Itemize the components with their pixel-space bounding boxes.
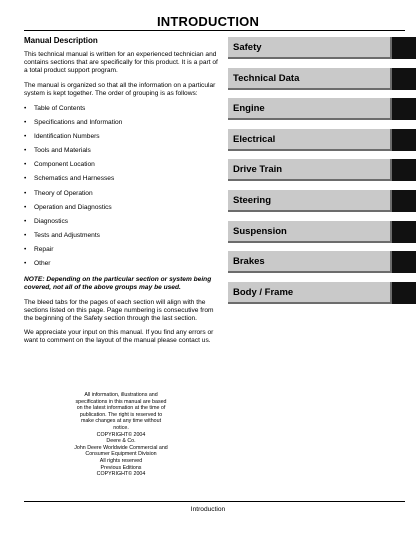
section-tab-engine[interactable] xyxy=(228,98,416,120)
section-tab-label: Electrical xyxy=(228,129,392,151)
bleed-tab-marker xyxy=(392,159,416,181)
copyright-line: All information, illustrations and xyxy=(84,392,158,398)
footer-label: Introduction xyxy=(190,506,226,513)
list-item: • Repair xyxy=(24,245,220,259)
bleed-tab-marker xyxy=(392,98,416,120)
bleed-tab-marker xyxy=(392,68,416,90)
section-tab-label: Technical Data xyxy=(228,68,392,90)
copyright-line: COPYRIGHT© 2004 xyxy=(96,471,146,478)
feedback-paragraph: We appreciate your input on this manual. If you find any errors or want to comment on the layout of the manual please contact us. xyxy=(24,329,214,345)
organization-paragraph: The manual is organized so that all the information on a particular system is kept together. The order of grouping is as follows: xyxy=(24,81,216,97)
bleed-tab-marker xyxy=(392,282,416,304)
section-tab-technical-data[interactable] xyxy=(228,68,416,90)
section-tab-steering[interactable] xyxy=(228,190,416,212)
list-item: • Theory of Operation xyxy=(24,189,220,203)
section-tab-label: Safety xyxy=(228,37,392,59)
footer-divider xyxy=(24,501,405,502)
copyright-line: notice. xyxy=(113,424,129,431)
list-item: • Diagnostics xyxy=(24,217,220,231)
section-tab-safety[interactable] xyxy=(228,37,416,59)
copyright-line: publication. The right is reserved to xyxy=(79,411,163,418)
section-tab-body-frame[interactable] xyxy=(228,282,416,304)
list-item: • Tests and Adjustments xyxy=(24,231,220,245)
section-tab-label: Brakes xyxy=(228,251,392,273)
bleed-tab-marker xyxy=(392,129,416,151)
list-item: • Component Location xyxy=(24,160,220,174)
list-item: • Tools and Materials xyxy=(24,146,220,160)
note-paragraph: NOTE: Depending on the particular section or system being covered, not all of the above groups may be used. xyxy=(24,276,212,292)
section-tab-label: Steering xyxy=(228,190,392,212)
copyright-line: John Deere Worldwide Commercial and xyxy=(74,444,168,451)
copyright-line: Consumer Equipment Division xyxy=(85,451,157,458)
list-item: • Specifications and Information xyxy=(24,118,220,132)
section-tab-drive-train[interactable] xyxy=(228,159,416,181)
page-title: INTRODUCTION xyxy=(156,14,260,29)
copyright-line: COPYRIGHT© 2004 xyxy=(96,431,146,438)
copyright-block xyxy=(56,392,186,478)
tabs-paragraph: The bleed tabs for the pages of each section will align with the sections listed on this page. Page numbering is consecutive from the beginning of the Safety section through the last section. xyxy=(24,298,214,322)
section-tab-suspension[interactable] xyxy=(228,221,416,243)
copyright-line: make changes at any time without xyxy=(80,418,162,425)
list-item: • Identification Numbers xyxy=(24,132,220,146)
intro-paragraph: This technical manual is written for an experienced technician and contains sections that are specifically for this product. It is a part of a total product support program. xyxy=(24,51,218,75)
manual-description-column xyxy=(24,36,220,352)
bleed-tab-marker xyxy=(392,221,416,243)
copyright-line: All rights reserved xyxy=(99,457,143,464)
bleed-tab-marker xyxy=(392,190,416,212)
list-item: • Other xyxy=(24,259,220,273)
list-item: • Operation and Diagnostics xyxy=(24,203,220,217)
section-tab-label: Body / Frame xyxy=(228,282,392,304)
bleed-tab-marker xyxy=(392,37,416,59)
section-tab-label: Engine xyxy=(228,98,392,120)
group-list xyxy=(24,104,220,273)
section-tab-label: Suspension xyxy=(228,221,392,243)
section-tab-electrical[interactable] xyxy=(228,129,416,151)
section-tab-label: Drive Train xyxy=(228,159,392,181)
copyright-line: Previous Editions xyxy=(100,464,142,471)
section-heading: Manual Description xyxy=(24,36,98,45)
copyright-line: on the latest information at the time of xyxy=(76,405,166,412)
bleed-tab-marker xyxy=(392,251,416,273)
copyright-line: specifications in this manual are based xyxy=(75,398,167,405)
title-divider xyxy=(24,30,405,31)
list-item: • Table of Contents xyxy=(24,104,220,118)
list-item: • Schematics and Harnesses xyxy=(24,174,220,188)
section-tab-brakes[interactable] xyxy=(228,251,416,273)
copyright-line: Deere & Co. xyxy=(106,438,136,445)
